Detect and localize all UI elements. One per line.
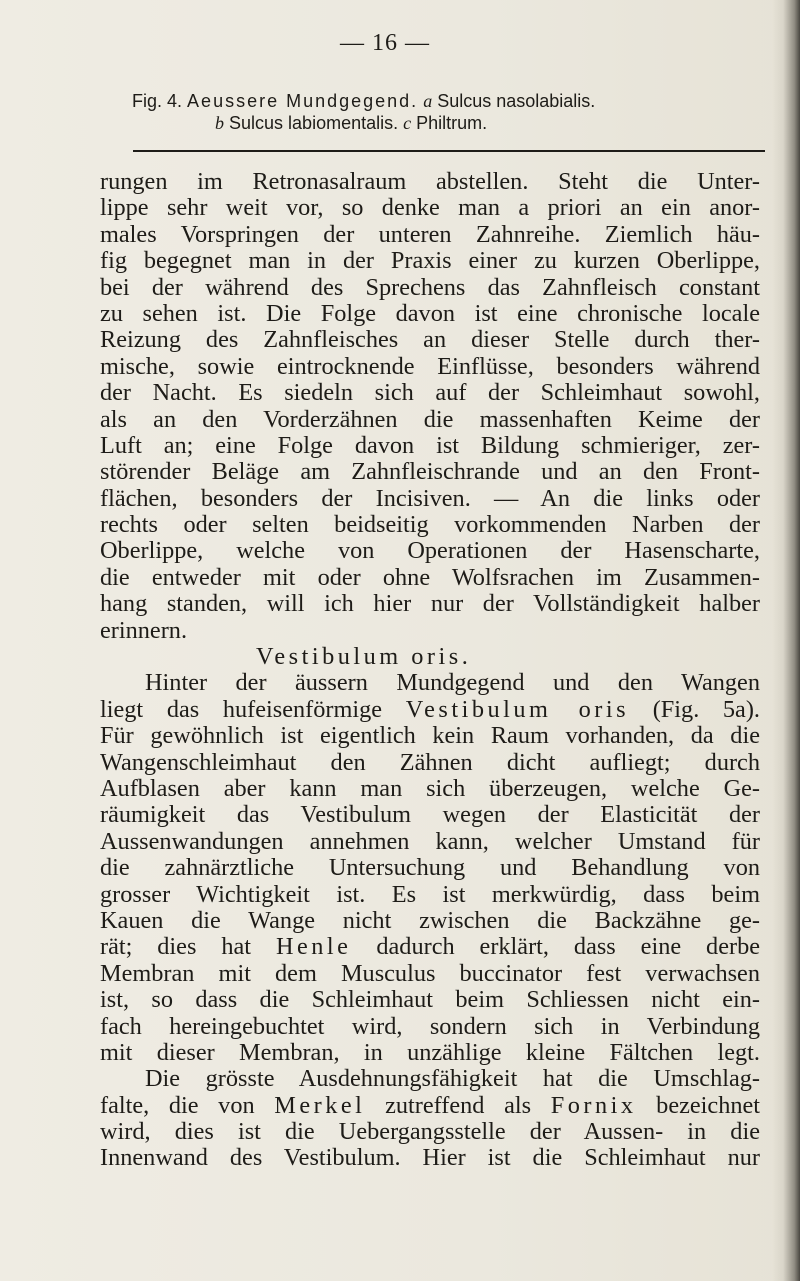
caption-title: Aeussere Mundgegend.	[187, 91, 419, 111]
text-line: ist, so dass die Schleimhaut beim Schliessen nicht ein-	[100, 986, 760, 1014]
page-edge-shadow	[772, 0, 800, 1281]
text-line: räumigkeit das Vestibulum wegen der Elasticität der	[100, 801, 760, 829]
text-line: lippe sehr weit vor, so denke man a priori an ein anor-	[100, 194, 760, 222]
caption-divider	[133, 150, 765, 152]
spaced-term-fornix: Fornix	[550, 1091, 637, 1119]
text-line: fig begegnet man in der Praxis einer zu kurzen Oberlippe,	[100, 247, 760, 275]
text-line: mit dieser Membran, in unzählige kleine Fältchen legt.	[100, 1038, 760, 1066]
text-fragment: bezeichnet	[656, 1091, 761, 1119]
text-line: fach hereingebuchtet wird, sondern sich in Verbindung	[100, 1012, 760, 1040]
caption-letter-a: a	[423, 91, 433, 111]
text-line: wird, dies ist die Uebergangsstelle der Aussen- in die	[100, 1118, 760, 1146]
text-line: Reizung des Zahnfleisches an dieser Stelle durch ther-	[100, 326, 760, 354]
text-line: zu sehen ist. Die Folge davon ist eine chronische locale	[100, 299, 760, 327]
text-fragment: (Fig. 5a).	[652, 695, 761, 723]
caption-letter-c: c	[403, 113, 412, 133]
text-line: rungen im Retronasalraum abstellen. Steht die Unter-	[100, 168, 760, 195]
text-line: Für gewöhnlich ist eigentlich kein Raum vorhanden, da die	[100, 722, 760, 750]
text-line: die entweder mit oder ohne Wolfsrachen im Zusammen-	[100, 563, 760, 591]
figure-caption	[132, 90, 595, 134]
text-line: Aufblasen aber kann man sich überzeugen, welche Ge-	[100, 774, 760, 802]
text-line: Luft an; eine Folge davon ist Bildung schmieriger, zer-	[100, 431, 760, 459]
text-line: der Nacht. Es siedeln sich auf der Schleimhaut sowohl,	[100, 379, 760, 407]
text-line: bei der während des Sprechens das Zahnfleisch constant	[100, 273, 760, 301]
text-line: Kauen die Wange nicht zwischen die Backzähne ge-	[100, 906, 760, 934]
text-line: Wangenschleimhaut den Zähnen dicht aufliegt; durch	[100, 748, 760, 776]
text-line: Hinter der äussern Mundgegend und den Wangen	[145, 669, 760, 697]
text-line: mische, sowie eintrocknende Einflüsse, besonders während	[100, 352, 760, 380]
spaced-name-merkel: Merkel	[274, 1091, 366, 1119]
spaced-term: Vestibulum oris	[405, 695, 630, 723]
text-fragment: rät; dies hat	[100, 933, 252, 961]
page-number: — 16 —	[340, 30, 430, 56]
text-line	[100, 934, 760, 960]
text-line: als an den Vorderzähnen die massenhaften Keime der	[100, 405, 760, 433]
caption-line-2	[132, 112, 595, 134]
text-line: Die grösste Ausdehnungsfähigkeit hat die Umschlag-	[145, 1065, 760, 1093]
text-line	[100, 697, 760, 723]
text-line: störender Beläge am Zahnfleischrande und an den Front-	[100, 458, 760, 486]
text-line: erinnern.	[100, 616, 188, 644]
text-line: Aussenwandungen annehmen kann, welcher Umstand für	[100, 827, 760, 855]
text-line: flächen, besonders der Incisiven. — An die links oder	[100, 484, 760, 512]
text-fragment: liegt das hufeisenförmige	[100, 695, 383, 723]
caption-text-c: Philtrum.	[416, 113, 488, 133]
text-line: males Vorspringen der unteren Zahnreihe. Ziemlich häu-	[100, 220, 760, 248]
text-line: Innenwand des Vestibulum. Hier ist die Schleimhaut nur	[100, 1144, 760, 1172]
text-line	[100, 1093, 760, 1119]
text-fragment: zutreffend als	[385, 1091, 532, 1119]
text-line: grosser Wichtigkeit ist. Es ist merkwürdig, dass beim	[100, 880, 760, 908]
spaced-name-henle: Henle	[275, 933, 352, 961]
text-line: rechts oder selten beidseitig vorkommenden Narben der	[100, 511, 760, 539]
caption-text-a: Sulcus nasolabialis.	[437, 91, 596, 111]
caption-fig-label: Fig. 4.	[132, 91, 183, 111]
text-fragment: falte, die von	[100, 1091, 255, 1119]
text-line: die zahnärztliche Untersuchung und Behandlung von	[100, 854, 760, 882]
section-heading: Vestibulum oris.	[256, 643, 472, 671]
text-line: Oberlippe, welche von Operationen der Hasenscharte,	[100, 537, 760, 565]
text-fragment: dadurch erklärt, dass eine derbe	[376, 933, 761, 961]
caption-letter-b: b	[215, 113, 224, 133]
body-text	[100, 169, 760, 1172]
caption-text-b: Sulcus labiomentalis.	[229, 113, 399, 133]
text-line: hang standen, will ich hier nur der Vollständigkeit halber	[100, 590, 760, 618]
text-line: Membran mit dem Musculus buccinator fest verwachsen	[100, 959, 760, 987]
